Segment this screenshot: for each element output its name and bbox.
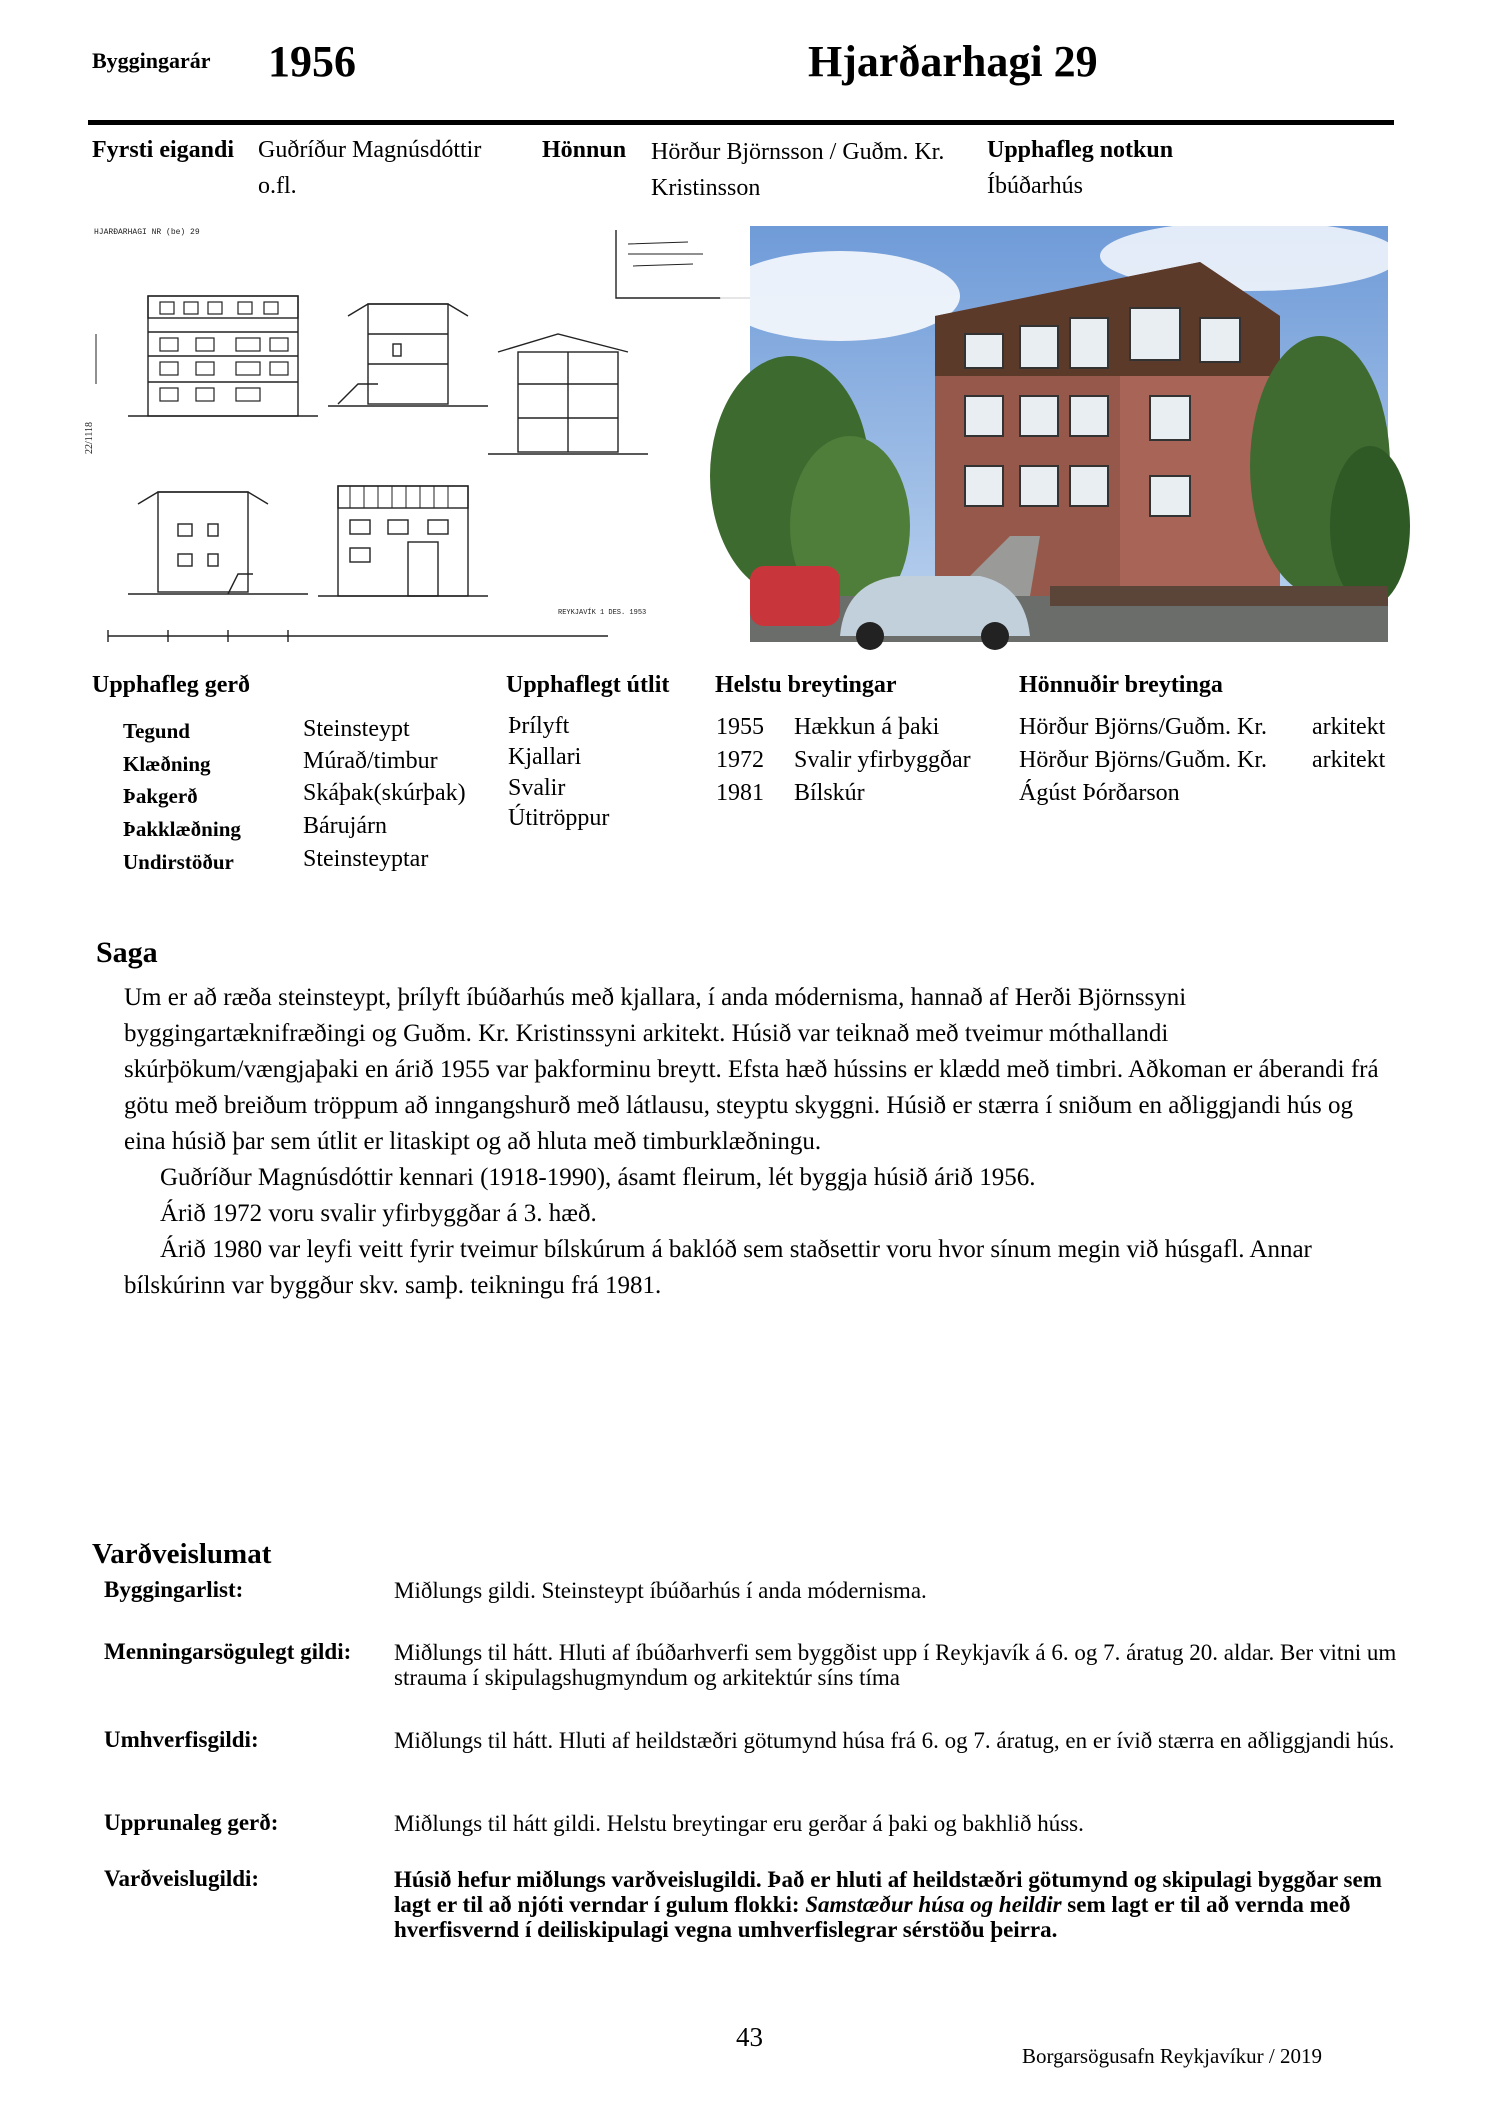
- assessment-label: Umhverfisgildi:: [104, 1727, 259, 1752]
- house-photo: [750, 226, 1388, 642]
- saga-paragraph: Um er að ræða steinsteypt, þrílyft íbúðarhús með kjallara, í anda módernisma, hannað af Herði Björnssyni byggingartæknifræðingi og Guðm. Kr. Kristinssyni arkitekt. Húsið var teiknað með tveimur móthallandi skúrþökum/vængjaþaki en árið 1955 var þakforminu breytt. Efsta hæð hússins er klædd með timbri. Aðkoman er áberandi frá götu með breiðum tröppum að inngangshurð með látlausu, steyptu skyggni. Húsið er stærra í sniðum en aðliggjandi hús og eina húsið þar sem útlit er litaskipt og að hluta með timburklæðningu.: [124, 984, 1379, 1155]
- owner-label: Fyrsti eigandi: [92, 137, 234, 163]
- change-designer-role: arkitekt: [1312, 747, 1386, 773]
- house-photo-illustration: [750, 226, 1388, 642]
- assessment-text-em: Samstæður húsa og heildir: [805, 1892, 1062, 1917]
- change-designer: Hörður Björns/Guðm. Kr.: [1019, 747, 1267, 773]
- saga-paragraph: Árið 1980 var leyfi veitt fyrir tveimur bílskúrum á baklóð sem staðsettir voru hvor sínum megin við húsgafl. Annar bílskúrinn var byggður skv. samþ. teikningu frá 1981.: [124, 1236, 1312, 1299]
- change-year: 1981: [716, 780, 764, 806]
- assessment-text: Miðlungs gildi. Steinsteypt íbúðarhús í anda módernisma.: [394, 1578, 927, 1603]
- change-designer: Hörður Björns/Guðm. Kr.: [1019, 714, 1267, 740]
- foundation-value: Steinsteyptar: [303, 846, 429, 872]
- use-label: Upphafleg notkun: [987, 137, 1174, 163]
- assessment-text-a: Húsið hefur miðlungs varðveislugildi. Það er hluti af heildstæðri götumynd og skipulagi byggðar sem lagt er til að njóti verndar í gulum flokki:: [394, 1867, 1382, 1917]
- change-year: 1955: [716, 714, 764, 740]
- change-year: 1972: [716, 747, 764, 773]
- page-number: 43: [736, 2022, 763, 2052]
- assessment-label: Varðveislugildi:: [104, 1866, 260, 1891]
- change-designers-heading: Hönnuðir breytinga: [1019, 672, 1223, 698]
- roof-type-label: Þakgerð: [123, 784, 198, 808]
- owner-value-1: Guðríður Magnúsdóttir: [258, 137, 482, 163]
- roof-type-value: Skáþak(skúrþak): [303, 780, 466, 806]
- type-value: Steinsteypt: [303, 716, 410, 742]
- assessment-text-b: sem lagt er til að vernda með hverfisvernd í deiliskipulagi vegna umhverfislegrar sérstöðu þeirra.: [394, 1892, 1351, 1942]
- designer-value-1: Hörður Björnsson / Guðm. Kr.: [651, 139, 945, 165]
- change-text: Svalir yfirbyggðar: [794, 747, 971, 773]
- publisher: Borgarsögusafn Reykjavíkur / 2019: [1022, 2044, 1322, 2068]
- saga-heading: Saga: [96, 936, 158, 969]
- drawing-caption: HJARÐARHAGI NR (be) 29: [94, 228, 200, 237]
- drawing-margin-note: 22/1118: [84, 421, 95, 454]
- page-title: Hjarðarhagi 29: [808, 37, 1098, 86]
- assessment-label: Byggingarlist:: [104, 1577, 244, 1602]
- change-designer: Ágúst Þórðarson: [1019, 780, 1180, 806]
- roof-cover-label: Þakklæðning: [123, 817, 241, 841]
- roof-cover-value: Bárujárn: [303, 813, 387, 839]
- assessment-label: Menningarsögulegt gildi:: [104, 1639, 352, 1664]
- designer-label: Hönnun: [542, 137, 627, 163]
- cladding-value: Múrað/timbur: [303, 748, 438, 774]
- assessment-text: Miðlungs til hátt. Hluti af íbúðarhverfi sem byggðist upp í Reykjavík á 6. og 7. áratug 20. aldar. Ber vitni um strauma í skipulagshugmyndum og arkitektúr síns tíma: [394, 1640, 1397, 1690]
- original-look-heading: Upphaflegt útlit: [506, 672, 670, 698]
- foundation-label: Undirstöður: [123, 850, 234, 874]
- saga-paragraph: Guðríður Magnúsdóttir kennari (1918-1990), ásamt fleirum, lét byggja húsið árið 1956.: [160, 1164, 1036, 1191]
- elevation-sketch: [84, 224, 750, 644]
- look-item: Þrílyft: [508, 713, 570, 739]
- year-label: Byggingarár: [92, 48, 211, 73]
- look-item: Svalir: [508, 775, 566, 801]
- designer-value-2: Kristinsson: [651, 175, 761, 201]
- drawing-place-date: REYKJAVÍK 1 DES. 1953: [558, 609, 647, 617]
- type-label: Tegund: [123, 719, 190, 743]
- architectural-drawing: [84, 224, 750, 644]
- assessment-text: Miðlungs til hátt gildi. Helstu breytingar eru gerðar á þaki og bakhlið húss.: [394, 1811, 1084, 1836]
- year-value: 1956: [268, 37, 356, 86]
- header-rule: [88, 120, 1394, 125]
- look-item: Útitröppur: [508, 805, 610, 831]
- look-item: Kjallari: [508, 744, 582, 770]
- use-value: Íbúðarhús: [987, 173, 1083, 199]
- assessment-text: [394, 1867, 1398, 1942]
- owner-value-2: o.fl.: [258, 173, 297, 199]
- changes-heading: Helstu breytingar: [715, 672, 897, 698]
- change-designer-role: arkitekt: [1312, 714, 1386, 740]
- change-text: Bílskúr: [794, 780, 865, 806]
- assessment-heading: Varðveislumat: [92, 1538, 272, 1570]
- assessment-label: Upprunaleg gerð:: [104, 1810, 279, 1835]
- original-type-heading: Upphafleg gerð: [92, 672, 250, 698]
- change-text: Hækkun á þaki: [794, 714, 940, 740]
- cladding-label: Klæðning: [123, 752, 211, 776]
- assessment-text: Miðlungs til hátt. Hluti af heildstæðri götumynd húsa frá 6. og 7. áratug, en er ívið stærra en aðliggjandi hús.: [394, 1728, 1395, 1753]
- saga-text: [124, 980, 1396, 1304]
- saga-paragraph: Árið 1972 voru svalir yfirbyggðar á 3. hæð.: [160, 1200, 597, 1227]
